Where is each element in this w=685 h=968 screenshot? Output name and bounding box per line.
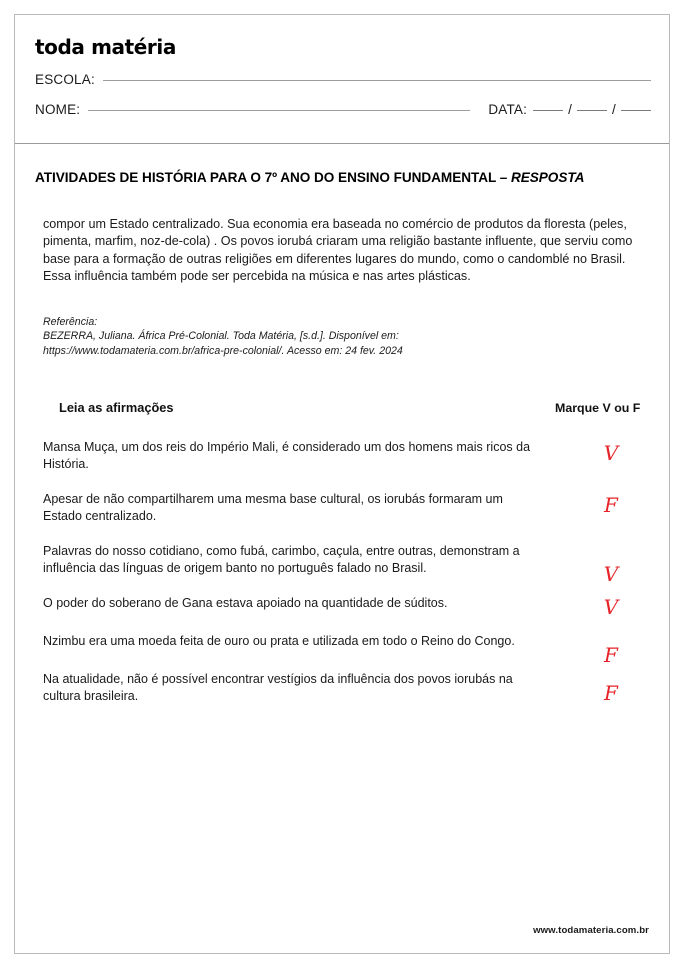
- nome-input-rule[interactable]: [88, 110, 470, 111]
- statements-column-header: Leia as afirmações: [59, 400, 174, 415]
- statement-answer[interactable]: V: [603, 562, 619, 586]
- statements-list: [43, 439, 650, 705]
- statement-text: O poder do soberano de Gana estava apoiado na quantidade de súditos.: [43, 596, 448, 610]
- worksheet-page: [14, 14, 670, 954]
- footer-website: www.todamateria.com.br: [533, 925, 649, 936]
- page-title-main: ATIVIDADES DE HISTÓRIA PARA O 7º ANO DO ENSINO FUNDAMENTAL: [35, 170, 500, 185]
- reference-line-2: https://www.todamateria.com.br/africa-pre-colonial/. Acesso em: 24 fev. 2024: [43, 344, 403, 357]
- statements-table-header: [43, 400, 650, 420]
- toda-materia-logo: toda matéria: [35, 35, 176, 59]
- statement-row: [43, 671, 650, 705]
- statement-row: [43, 633, 650, 667]
- statement-answer[interactable]: F: [604, 681, 618, 705]
- statement-text: Na atualidade, não é possível encontrar vestígios da influência dos povos iorubás na cultura brasileira.: [43, 672, 513, 703]
- page-title-dash: –: [499, 170, 511, 185]
- date-day-input[interactable]: [533, 110, 563, 111]
- page-title-resposta: RESPOSTA: [510, 170, 585, 185]
- date-year-input[interactable]: [621, 110, 651, 111]
- statement-answer[interactable]: V: [603, 595, 619, 619]
- statement-text: Palavras do nosso cotidiano, como fubá, carimbo, caçula, entre outras, demonstram a influência das línguas de origem banto no português falado no Brasil.: [43, 544, 520, 575]
- reference-block: [43, 315, 563, 358]
- statement-row: [43, 491, 650, 525]
- statement-answer[interactable]: F: [604, 643, 618, 667]
- statement-text: Apesar de não compartilharem uma mesma base cultural, os iorubás formaram um Estado centralizado.: [43, 492, 503, 523]
- reference-label: Referência:: [43, 316, 98, 328]
- reference-line-1: BEZERRA, Juliana. África Pré-Colonial. Toda Matéria, [s.d.]. Disponível em:: [43, 330, 399, 343]
- data-label: DATA:: [488, 102, 528, 117]
- answers-column-header: Marque V ou F: [555, 401, 641, 415]
- statement-text: Nzimbu era uma moeda feita de ouro ou prata e utilizada em todo o Reino do Congo.: [43, 634, 515, 648]
- nome-label: NOME:: [35, 102, 81, 117]
- escola-input-rule[interactable]: [103, 80, 651, 81]
- worksheet-header: [15, 15, 669, 144]
- statement-row: [43, 439, 650, 473]
- date-separator-1: /: [568, 102, 573, 117]
- data-field-group: [488, 102, 651, 117]
- page-title: [35, 170, 584, 185]
- statement-answer[interactable]: F: [604, 493, 618, 517]
- statement-text: Mansa Muça, um dos reis do Império Mali, é considerado um dos homens mais ricos da História.: [43, 440, 531, 471]
- intro-paragraph: compor um Estado centralizado. Sua economia era baseada no comércio de produtos da floresta (peles, pimenta, marfim, noz-de-cola) . Os povos iorubá criaram uma religião bastante influente, que serviu como base para a formação de outras religiões em diferentes lugares do mundo, como o candomblé no Brasil. Essa influência também pode ser percebida na música e nas artes plásticas.: [43, 217, 633, 284]
- escola-label: ESCOLA:: [35, 72, 95, 87]
- date-separator-2: /: [612, 102, 616, 117]
- date-month-input[interactable]: [577, 110, 607, 111]
- statement-answer[interactable]: V: [603, 441, 619, 465]
- statement-row: [43, 543, 650, 586]
- statement-row: [43, 595, 650, 619]
- nome-field-row: [35, 102, 651, 117]
- escola-field-row: [35, 72, 651, 87]
